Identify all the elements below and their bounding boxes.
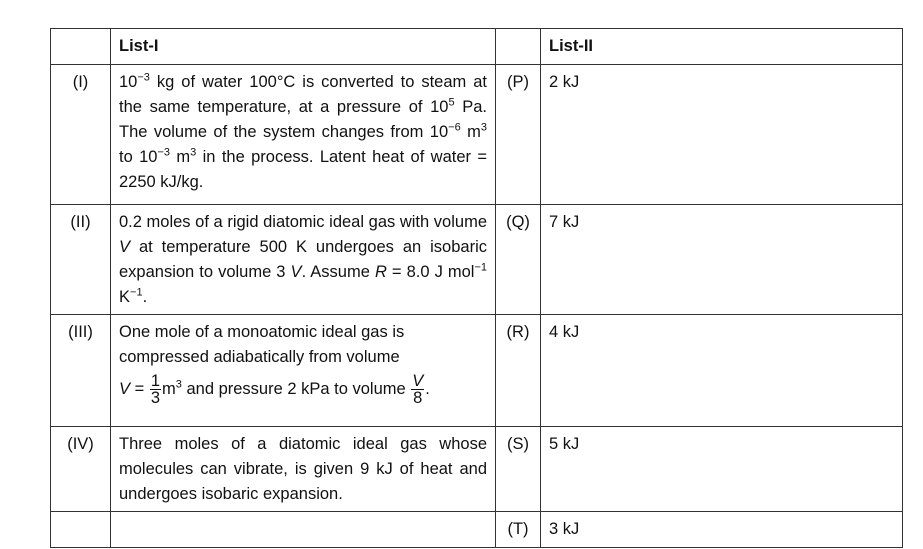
table-row bbox=[51, 65, 903, 205]
table-row bbox=[51, 427, 903, 512]
option-value: 5 kJ bbox=[541, 427, 903, 512]
option-label: (S) bbox=[496, 427, 541, 512]
row-label: (I) bbox=[51, 65, 111, 205]
header-blank-cell bbox=[51, 29, 111, 65]
option-value: 2 kJ bbox=[541, 65, 903, 205]
row-label bbox=[51, 512, 111, 548]
list2-header: List-II bbox=[541, 29, 903, 65]
header-row bbox=[51, 29, 903, 65]
matching-table bbox=[50, 28, 903, 548]
row-label: (III) bbox=[51, 315, 111, 427]
list1-header: List-I bbox=[111, 29, 496, 65]
list1-item-text: Three moles of a diatomic ideal gas whose molecules can vibrate, is given 9 kJ of heat and undergoes isobaric expansion. bbox=[111, 427, 496, 512]
option-value: 3 kJ bbox=[541, 512, 903, 548]
table-row bbox=[51, 205, 903, 315]
fraction-one-third: $\frac{1}{3}$ bbox=[150, 372, 161, 407]
row-label: (II) bbox=[51, 205, 111, 315]
list1-item-text: 0.2 moles of a rigid diatomic ideal gas with volume V at temperature 500 K undergoes an isobaric expansion to volume 3 V. Assume R = 8.0 J mol$^{-1}$ $K^{-1}$. bbox=[111, 205, 496, 315]
option-value: 7 kJ bbox=[541, 205, 903, 315]
header-blank-cell bbox=[496, 29, 541, 65]
option-label: (Q) bbox=[496, 205, 541, 315]
option-label: (R) bbox=[496, 315, 541, 427]
list1-item-text: $10^{-3}$ kg of water 100°C is converted to steam at the same temperature, at a pressure of $10^5$ Pa. The volume of the system changes from $10^{-6}$ $m^3$ to $10^{-3}$ $m^3$ in the process. Latent heat of water = 2250 kJ/kg. bbox=[111, 65, 496, 205]
option-value: 4 kJ bbox=[541, 315, 903, 427]
option-label: (T) bbox=[496, 512, 541, 548]
row-label: (IV) bbox=[51, 427, 111, 512]
list1-item-text: One mole of a monoatomic ideal gas is compressed adiabatically from volume V = $\frac{1}{3}$ $m^3$ and pressure 2 kPa to volume $\frac{V}{8}$ . bbox=[111, 315, 496, 427]
fraction-v-over-8: $\frac{V}{8}$ bbox=[412, 372, 424, 407]
table-row bbox=[51, 315, 903, 427]
table-row bbox=[51, 512, 903, 548]
list1-item-text bbox=[111, 512, 496, 548]
option-label: (P) bbox=[496, 65, 541, 205]
